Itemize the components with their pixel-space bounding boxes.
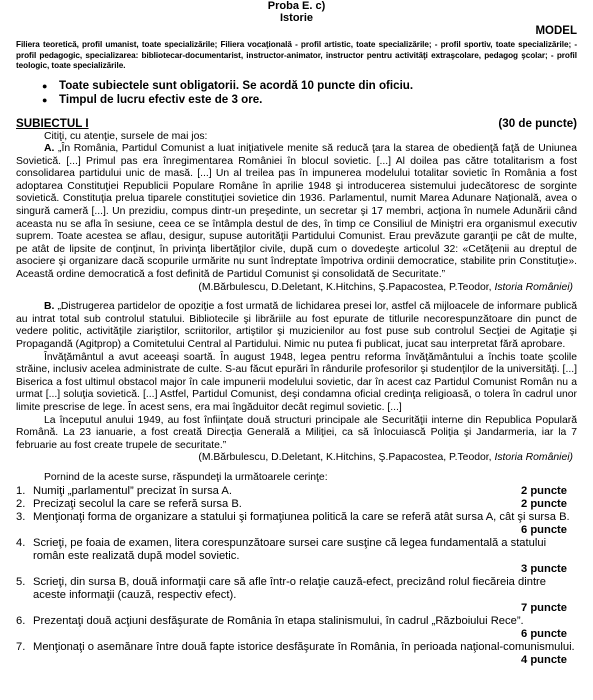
question-text: Menţionaţi forma de organizare a statului şi formaţiunea politică la care se referă atât sursa A, cât şi sursa B. <box>33 510 570 523</box>
question-points: 6 puncte <box>520 523 567 536</box>
question-points: 6 puncte <box>520 627 567 640</box>
question-text: Prezentaţi două acţiuni desfăşurate de România în etapa stalinismului, în cadrul „Războiului Rece”. <box>33 614 524 627</box>
question-number: 4. <box>16 536 26 549</box>
filiera-text: Filiera teoretică, profil umanist, toate specializările; Filiera vocaţională - profil artistic, toate specializările; - profil sportiv, toate specializările; - profil pedagogic, specializarea: bibliotecar-documentarist, instructor-animator, instructor pentru activităţi extraşcolare, pedagog şcolar; - profil teologic, toate specializările. <box>16 40 577 70</box>
question-text: Numiţi „parlamentul” precizat în sursa A. <box>33 484 232 497</box>
source-b-authors: (M.Bărbulescu, D.Deletant, K.Hitchins, Ş.Papacostea, P.Teodor, <box>198 452 492 464</box>
subject-points: (30 de puncte) <box>498 116 577 130</box>
question-number: 2. <box>16 497 26 510</box>
question-number: 7. <box>16 640 26 653</box>
source-a <box>16 143 577 282</box>
question-item <box>16 537 577 576</box>
source-b-label: B. <box>44 301 55 313</box>
question-item <box>16 485 577 498</box>
rule-item: ● Toate subiectele sunt obligatorii. Se acordă 10 puncte din oficiu. <box>59 79 577 94</box>
question-item <box>16 615 577 641</box>
question-points: 4 puncte <box>520 653 567 666</box>
question-points: 2 puncte <box>520 484 567 497</box>
source-a-citation <box>16 282 577 295</box>
question-number: 3. <box>16 510 26 523</box>
source-b-text-3: La începutul anului 1949, au fost înfiinţate două structuri principale ale Securităţii interne din Republica Populară Română. La 23 ianuarie, a fost creată Direcţia Generală a Miliţiei, ca să înlocuiască Poliţia şi Jandarmeria, iar la 7 februarie au fost create trupele de securitate.” <box>16 414 577 451</box>
intro-text: Citiţi, cu atenţie, sursele de mai jos: <box>44 130 208 142</box>
source-a-label: A. <box>44 143 55 155</box>
source-a-book: Istoria României) <box>494 281 573 293</box>
question-text: Precizaţi secolul la care se referă sursa B. <box>33 497 242 510</box>
source-b-text-1: „Distrugerea partidelor de opoziţie a fost urmată de lichidarea presei lor, astfel că mijloacele de informare publică au intrat total sub controlul statului. Bibliotecile şi librăriile au fost epurate de titlurile necorespunzătoare din punct de vedere politic, activităţile ziariştilor, scriitorilor, artiştilor şi muzicienilor au fost puse sub controlul Secţiei de Agitaţie şi Propagandă (Agitprop) a Comitetului Central al Partidului. Nimic nu putea fi publicat, jucat sau interpretat fără aprobare. <box>16 301 577 350</box>
rule-item: ● Timpul de lucru efectiv este de 3 ore. <box>59 93 577 108</box>
question-points: 2 puncte <box>520 497 567 510</box>
question-number: 1. <box>16 484 26 497</box>
exam-proba: Proba E. c) <box>267 0 326 12</box>
question-item <box>16 498 577 511</box>
question-number: 6. <box>16 614 26 627</box>
question-text: Scrieţi, din sursa B, două informaţii care să afle într-o relaţie cauză-efect, precizând rolul fiecăreia dintre aceste informaţii (cauză, respectiv efect). <box>33 575 547 601</box>
question-points: 3 puncte <box>520 562 567 575</box>
source-a-authors: (M.Bărbulescu, D.Deletant, K.Hitchins, Ş.Papacostea, P.Teodor, <box>198 281 492 293</box>
rules-list <box>16 79 577 108</box>
model-label: MODEL <box>535 25 577 37</box>
question-text: Scrieţi, pe foaia de examen, litera corespunzătoare sursei care susţine că legea fundamentală a statului român este realizată după model sovietic. <box>33 536 547 562</box>
question-text: Menţionaţi o asemănare între două fapte istorice desfăşurate în România, în perioada naţional-comunismului. <box>33 640 575 653</box>
question-points: 7 puncte <box>520 601 567 614</box>
question-number: 5. <box>16 575 26 588</box>
question-item <box>16 641 577 667</box>
questions-list <box>16 485 577 667</box>
source-b-text-2: Învăţământul a avut aceeaşi soartă. În august 1948, legea pentru reforma învăţământului a închis toate şcolile străine, inclusiv acelea administrate de culte. S-au făcut epurări în rândurile profesorilor şi studenţilor de la universităţi. [...] Biserica a fost ultimul obstacol major în cale impunerii modelului sovietic, dar în acest caz Partidul Comunist Român nu a urmat [...] soluţia sovietică. [...] Astfel, Partidul Comunist, deşi condamna oficial credinţa religioasă, o tolera în cadrul unor limite prescrise de lege. În acest sens, era mai îngăduitor decât regimul sovietic. [...] <box>16 351 577 413</box>
question-item <box>16 576 577 615</box>
exam-page <box>16 0 577 667</box>
subject-title: SUBIECTUL I <box>16 116 89 130</box>
task-intro: Pornind de la aceste surse, răspundeţi la următoarele cerinţe: <box>44 471 328 483</box>
source-b-book: Istoria României) <box>494 452 573 464</box>
exam-subject: Istorie <box>279 12 313 24</box>
source-b-citation <box>16 452 577 465</box>
source-a-text: „În România, Partidul Comunist a luat iniţiativele menite să reducă ţara la starea de obedienţă faţă de Uniunea Sovietică. [...] Primul pas era înregimentarea României în blocul sovietic. [...] Al doilea pas către totalitarism a fost consolidarea partidului unic de masă. [...] Un al treilea pas în impunerea modelului totalitar sovietic în România a fost adoptarea Constituţiei Republicii Populare Române în aprilie 1948 şi introducerea sistemului judecătoresc de sorginte sovietică. Constituţia prelua tiparele constituţiei sovietice din 1936. Parlamentul, numit Marea Adunare Naţională, avea o singură cameră [...]. Un prezidiu, compus dintr-un preşedinte, un secretar şi 17 membri, acţiona în numele Adunării când aceasta nu se afla în sesiune, ceea ce se întâmpla destul de des, în timp ce Consiliul de Miniştri era organismul executiv suprem. Toate acestea se aflau, desigur, supuse autorităţii Partidului Comunist. Erau prevăzute garanţii pe cât de multe, pe atât de lipsite de conţinut, în privinţa libertăţilor civile, după cum o dovedeşte articolul 32: «Cetăţenii au dreptul de asociere şi organizare dacă scopurile urmărite nu sunt îndreptate împotriva ordinii democratice, stabilite prin Constituţie». Această ordine democratică a fost definită de Partidul Comunist şi consolidată de Securitate.” <box>16 143 577 281</box>
question-item <box>16 511 577 537</box>
source-b <box>16 301 577 351</box>
subject-header <box>16 117 577 131</box>
